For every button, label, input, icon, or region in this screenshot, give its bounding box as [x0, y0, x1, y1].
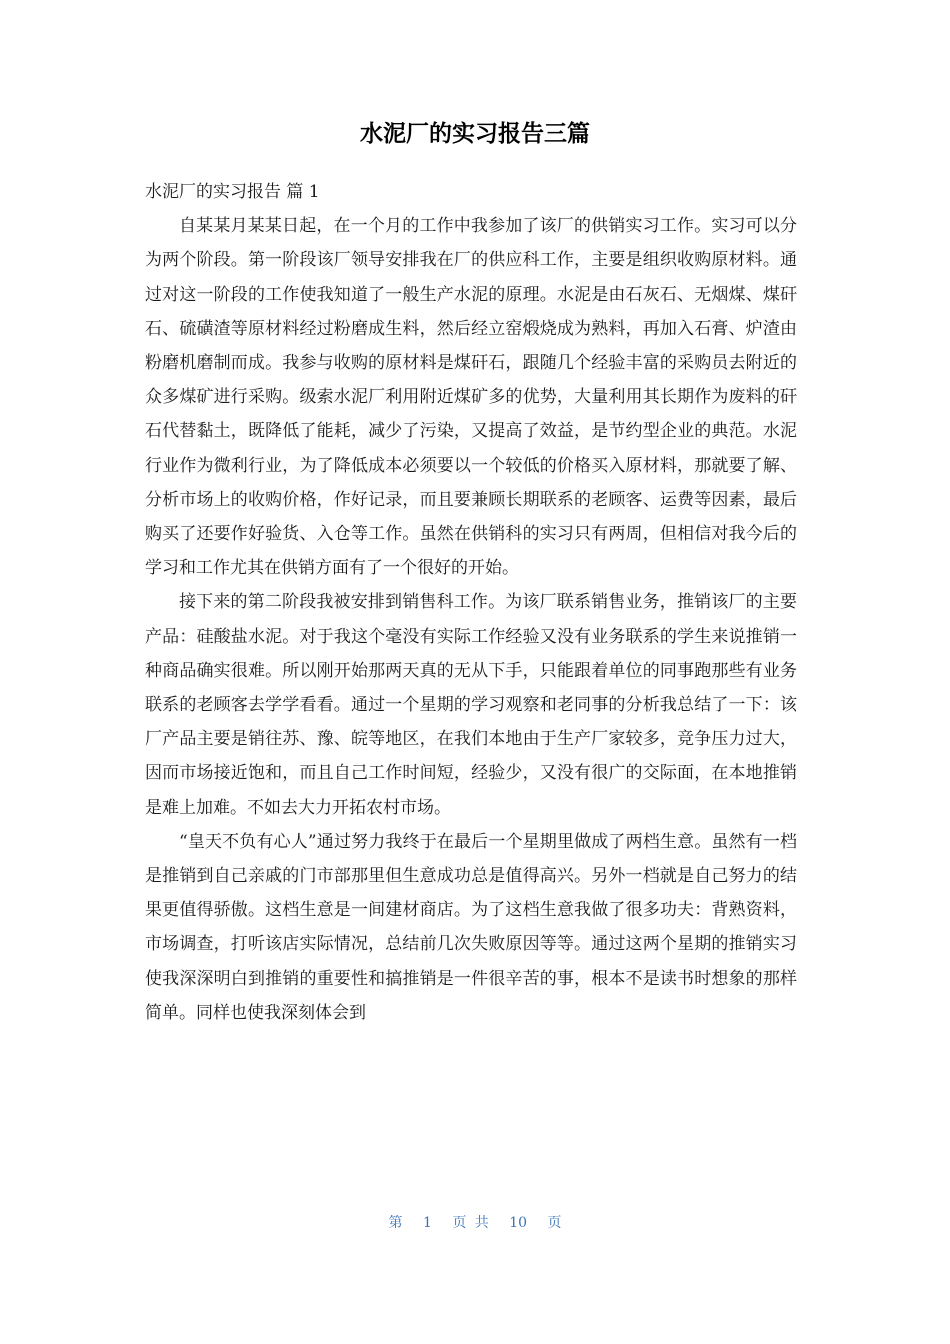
document-title: 水泥厂的实习报告三篇: [360, 121, 590, 147]
paragraph-2: 接下来的第二阶段我被安排到销售科工作。为该厂联系销售业务，推销该厂的主要产品：硅酸盐水泥。对于我这个毫没有实际工作经验又没有业务联系的学生来说推销一种商品确实很难。所以刚开始那两天真的无从下手，只能跟着单位的同事跑那些有业务联系的老顾客去学学看看。通过一个星期的学习观察和老同事的分析我总结了一下：该厂产品主要是销往苏、豫、皖等地区，在我们本地由于生产厂家较多，竞争压力过大，因而市场接近饱和，而且自己工作时间短，经验少，又没有很广的交际面，在本地推销是难上加难。不如去大力开拓农村市场。: [145, 592, 797, 818]
paragraph-3: “皇天不负有心人”通过努力我终于在最后一个星期里做成了两档生意。虽然有一档是推销到自己亲戚的门市部那里但生意成功总是值得高兴。另外一档就是自己努力的结果更值得骄傲。这档生意是一间建材商店。为了这档生意我做了很多功夫：背熟资料，市场调查，打听该店实际情况，总结前几次失败原因等等。通过这两个星期的推销实习使我深深明白到推销的重要性和搞推销是一件很辛苦的事，根本不是读书时想象的那样简单。同样也使我深刻体会到: [145, 831, 797, 1023]
footer-prefix: 第: [388, 1215, 403, 1231]
footer-suffix: 页: [547, 1215, 562, 1231]
paragraph-1: 自某某月某某日起，在一个月的工作中我参加了该厂的供销实习工作。实习可以分为两个阶段。第一阶段该厂领导安排我在厂的供应科工作，主要是组织收购原材料。通过对这一阶段的工作使我知道了一般生产水泥的原理。水泥是由石灰石、无烟煤、煤矸石、硫磺渣等原材料经过粉磨成生料，然后经立窑煅烧成为熟料，再加入石膏、炉渣由粉磨机磨制而成。我参与收购的原材料是煤矸石，跟随几个经验丰富的采购员去附近的众多煤矿进行采购。级索水泥厂利用附近煤矿多的优势，大量利用其长期作为废料的矸石代替黏土，既降低了能耗，减少了污染，又提高了效益，是节约型企业的典范。水泥行业作为微利行业，为了降低成本必须要以一个较低的价格买入原材料，那就要了解、分析市场上的收购价格，作好记录，而且要兼顾长期联系的老顾客、运费等因素，最后购买了还要作好验货、入仓等工作。虽然在供销科的实习只有两周，但相信对我今后的学习和工作尤其在供销方面有了一个很好的开始。: [145, 216, 797, 579]
footer-total-pages: 10: [509, 1215, 528, 1231]
footer-current-page: 1: [422, 1215, 432, 1231]
footer-middle: 页 共: [452, 1215, 489, 1231]
section-heading: 水泥厂的实习报告 篇 1: [145, 182, 320, 202]
page-footer: [0, 1211, 950, 1235]
document-body: [145, 175, 797, 1030]
